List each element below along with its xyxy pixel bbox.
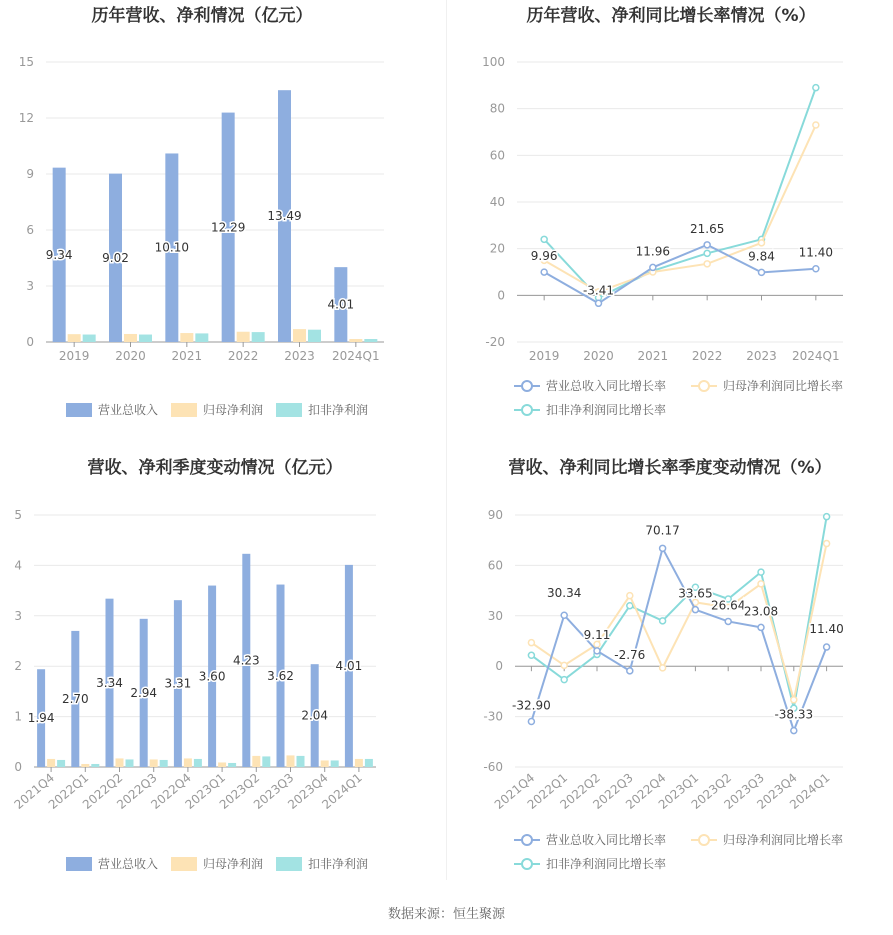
legend-marker: [522, 859, 532, 869]
y-tick-label: 80: [489, 101, 505, 116]
data-label: 13.49: [267, 209, 302, 224]
bar: [91, 764, 99, 767]
data-point: [660, 618, 666, 624]
bar: [308, 330, 321, 342]
data-point: [824, 541, 830, 547]
data-point: [561, 612, 567, 618]
bar: [81, 764, 89, 767]
legend-marker: [522, 381, 532, 391]
legend-label: 扣非净利润: [308, 403, 369, 417]
bar: [349, 339, 362, 342]
x-tick-label: 2020: [115, 349, 146, 363]
bar: [355, 759, 363, 767]
bar: [228, 763, 236, 767]
bar: [365, 759, 373, 767]
x-tick-label: 2021: [171, 349, 203, 363]
x-tick-label: 2023: [284, 349, 315, 363]
y-tick-label: 60: [487, 558, 503, 573]
x-tick-label: 2020: [583, 349, 614, 363]
data-point: [528, 718, 534, 724]
data-point: [725, 618, 731, 624]
legend-label: 归母净利润同比增长率: [723, 833, 844, 847]
y-tick-label: -30: [483, 709, 503, 724]
y-tick-label: 2: [14, 659, 22, 674]
legend-marker: [699, 381, 709, 391]
y-tick-label: 20: [489, 241, 505, 256]
bar: [194, 759, 202, 767]
data-point: [824, 514, 830, 520]
data-label: 4.23: [232, 653, 260, 668]
legend-swatch: [276, 403, 302, 417]
data-point: [704, 261, 710, 267]
chart-title: 营收、净利同比增长率季度变动情况（%）: [508, 458, 832, 478]
data-point: [813, 122, 819, 128]
data-point: [759, 240, 765, 246]
bar: [237, 332, 250, 342]
data-point: [528, 652, 534, 658]
data-label: 4.01: [335, 658, 363, 673]
x-tick-label: 2022Q2: [557, 770, 603, 812]
legend-label: 扣非净利润: [308, 857, 369, 871]
data-label: 11.40: [809, 622, 844, 637]
quarterly-growth-chart: [447, 447, 893, 887]
data-label: 26.64: [711, 598, 746, 613]
x-tick-label: 2022Q1: [45, 770, 92, 812]
legend-label: 营业总收入: [98, 857, 159, 871]
y-tick-label: 90: [487, 508, 503, 522]
bar: [116, 758, 124, 767]
data-point: [759, 269, 765, 275]
bar: [68, 334, 81, 342]
bar: [218, 762, 226, 767]
bar: [321, 760, 329, 767]
y-tick-label: 0: [495, 659, 503, 674]
y-tick-label: 6: [26, 223, 34, 237]
data-label: 2.94: [130, 685, 158, 700]
x-tick-label: 2023Q1: [655, 770, 702, 812]
bar: [252, 756, 260, 767]
y-tick-label: 3: [14, 608, 22, 623]
bar: [252, 332, 265, 342]
x-tick-label: 2022Q4: [148, 770, 194, 812]
legend-swatch: [171, 403, 197, 417]
data-label: 3.60: [198, 669, 226, 684]
bar: [180, 333, 193, 342]
data-label: 70.17: [645, 523, 680, 538]
y-tick-label: 60: [489, 148, 505, 163]
annual-growth-chart: [447, 0, 893, 440]
bar: [184, 758, 192, 767]
chart-title: 历年营收、净利同比增长率情况（%）: [526, 6, 816, 26]
bar: [262, 756, 270, 767]
bar: [47, 759, 55, 767]
chart-title: 历年营收、净利情况（亿元）: [91, 6, 313, 26]
y-tick-label: 1: [14, 709, 22, 724]
data-label: -38.33: [774, 707, 814, 722]
data-point: [704, 242, 710, 248]
data-point: [627, 603, 633, 609]
data-label: 9.11: [583, 627, 611, 642]
y-tick-label: 5: [14, 508, 22, 522]
data-point: [627, 668, 633, 674]
bar: [124, 334, 137, 342]
data-label: 30.34: [547, 586, 582, 601]
annual-values-chart: [0, 0, 446, 440]
bar: [139, 335, 152, 342]
data-label: 1.94: [27, 711, 55, 726]
series-line: [531, 517, 826, 709]
data-point: [813, 266, 819, 272]
legend-swatch: [66, 857, 92, 871]
data-point: [561, 662, 567, 668]
x-tick-label: 2024Q1: [787, 770, 833, 812]
quarterly-values-panel: [0, 447, 446, 887]
legend-marker: [522, 405, 532, 415]
legend-label: 营业总收入同比增长率: [546, 379, 667, 393]
data-point: [758, 624, 764, 630]
y-tick-label: 100: [482, 55, 505, 69]
data-point: [660, 665, 666, 671]
legend-label: 扣非净利润同比增长率: [546, 403, 667, 417]
bar: [126, 759, 134, 767]
data-point: [596, 300, 602, 306]
data-point: [758, 569, 764, 575]
bar: [293, 329, 306, 342]
data-point: [541, 269, 547, 275]
data-label: 11.40: [798, 245, 834, 260]
annual-values-panel: [0, 0, 446, 440]
x-tick-label: 2024Q1: [792, 349, 840, 363]
data-label: 33.65: [678, 586, 713, 601]
x-tick-label: 2022Q3: [114, 770, 160, 812]
series-line: [544, 88, 816, 298]
bar: [364, 339, 377, 342]
data-label: 2.70: [61, 691, 89, 706]
data-point: [594, 648, 600, 654]
legend-label: 营业总收入同比增长率: [546, 833, 667, 847]
y-tick-label: -20: [485, 335, 505, 349]
bar: [160, 760, 168, 767]
chart-title: 营收、净利季度变动情况（亿元）: [87, 458, 343, 478]
quarterly-growth-panel: [447, 447, 893, 887]
data-point: [660, 545, 666, 551]
x-tick-label: 2022Q1: [524, 770, 571, 812]
x-tick-label: 2022Q4: [623, 770, 669, 812]
legend-marker: [699, 835, 709, 845]
legend-label: 营业总收入: [98, 403, 159, 417]
bar: [83, 335, 96, 342]
legend-swatch: [276, 857, 302, 871]
x-tick-label: 2023Q2: [688, 770, 735, 812]
x-tick-label: 2024Q1: [332, 349, 380, 363]
y-tick-label: 3: [26, 279, 34, 293]
x-tick-label: 2023Q3: [250, 770, 297, 812]
x-tick-label: 2022Q3: [590, 770, 636, 812]
data-point: [758, 581, 764, 587]
x-tick-label: 2019: [528, 349, 560, 363]
annual-growth-panel: [447, 0, 893, 440]
x-tick-label: 2023Q4: [285, 770, 331, 812]
data-point: [528, 640, 534, 646]
x-tick-label: 2022: [227, 349, 259, 363]
data-point: [627, 593, 633, 599]
legend-label: 归母净利润同比增长率: [723, 379, 844, 393]
x-tick-label: 2021Q4: [11, 770, 58, 812]
data-label: 3.31: [164, 676, 192, 691]
data-label: 4.01: [327, 297, 355, 312]
data-label: 21.65: [689, 221, 725, 236]
data-point: [813, 85, 819, 91]
y-tick-label: 0: [14, 760, 22, 774]
x-tick-label: 2023Q2: [216, 770, 263, 812]
legend-label: 归母净利润: [203, 857, 264, 871]
bar: [57, 760, 65, 767]
data-label: 3.34: [96, 675, 123, 690]
data-point: [650, 264, 656, 270]
y-tick-label: 15: [18, 55, 34, 69]
legend-swatch: [171, 857, 197, 871]
series-line: [544, 125, 816, 292]
x-tick-label: 2023: [746, 349, 777, 363]
x-tick-label: 2023Q3: [721, 770, 767, 812]
quarterly-values-chart: [0, 447, 446, 887]
data-label: 9.34: [45, 247, 73, 262]
data-label: 12.29: [210, 220, 246, 235]
y-tick-label: 40: [489, 195, 505, 209]
legend-swatch: [66, 403, 92, 417]
data-label: 23.08: [743, 604, 779, 619]
data-label: 9.02: [102, 250, 129, 265]
data-point: [692, 607, 698, 613]
y-tick-label: -60: [483, 760, 503, 774]
data-label: 9.96: [530, 249, 558, 264]
data-point: [824, 644, 830, 650]
bar: [195, 333, 208, 342]
data-point: [704, 250, 710, 256]
x-tick-label: 2021Q4: [491, 770, 538, 812]
x-tick-label: 2023Q1: [182, 770, 229, 812]
data-label: -2.76: [614, 647, 646, 662]
data-label: -3.41: [582, 283, 615, 298]
bar: [297, 756, 305, 767]
series-line: [531, 544, 826, 700]
data-point: [594, 641, 600, 647]
y-tick-label: 0: [497, 288, 505, 303]
legend-label: 扣非净利润同比增长率: [546, 857, 667, 871]
data-point: [561, 677, 567, 683]
legend-label: 归母净利润: [203, 403, 264, 417]
x-tick-label: 2024Q1: [319, 770, 365, 812]
y-tick-label: 9: [26, 167, 34, 181]
y-tick-label: 12: [18, 111, 34, 125]
x-tick-label: 2022Q2: [79, 770, 126, 812]
data-label: 11.96: [635, 244, 671, 259]
bar: [287, 755, 295, 767]
data-point: [791, 697, 797, 703]
bar: [150, 759, 158, 767]
y-tick-label: 4: [14, 558, 22, 573]
x-tick-label: 2019: [58, 349, 90, 363]
y-tick-label: 30: [487, 608, 503, 623]
legend-marker: [522, 835, 532, 845]
data-source-footer: 数据来源：恒生聚源: [387, 907, 505, 922]
data-point: [541, 236, 547, 242]
data-label: 3.62: [267, 668, 294, 683]
data-label: 10.10: [154, 240, 190, 255]
data-label: -32.90: [512, 698, 551, 713]
data-point: [791, 728, 797, 734]
bar: [331, 760, 339, 767]
x-tick-label: 2022: [691, 349, 723, 363]
x-tick-label: 2023Q4: [754, 770, 800, 812]
series-line: [531, 548, 826, 730]
y-tick-label: 0: [26, 335, 34, 349]
data-label: 2.04: [301, 708, 329, 723]
data-label: 9.84: [748, 249, 775, 264]
x-tick-label: 2021: [637, 349, 669, 363]
